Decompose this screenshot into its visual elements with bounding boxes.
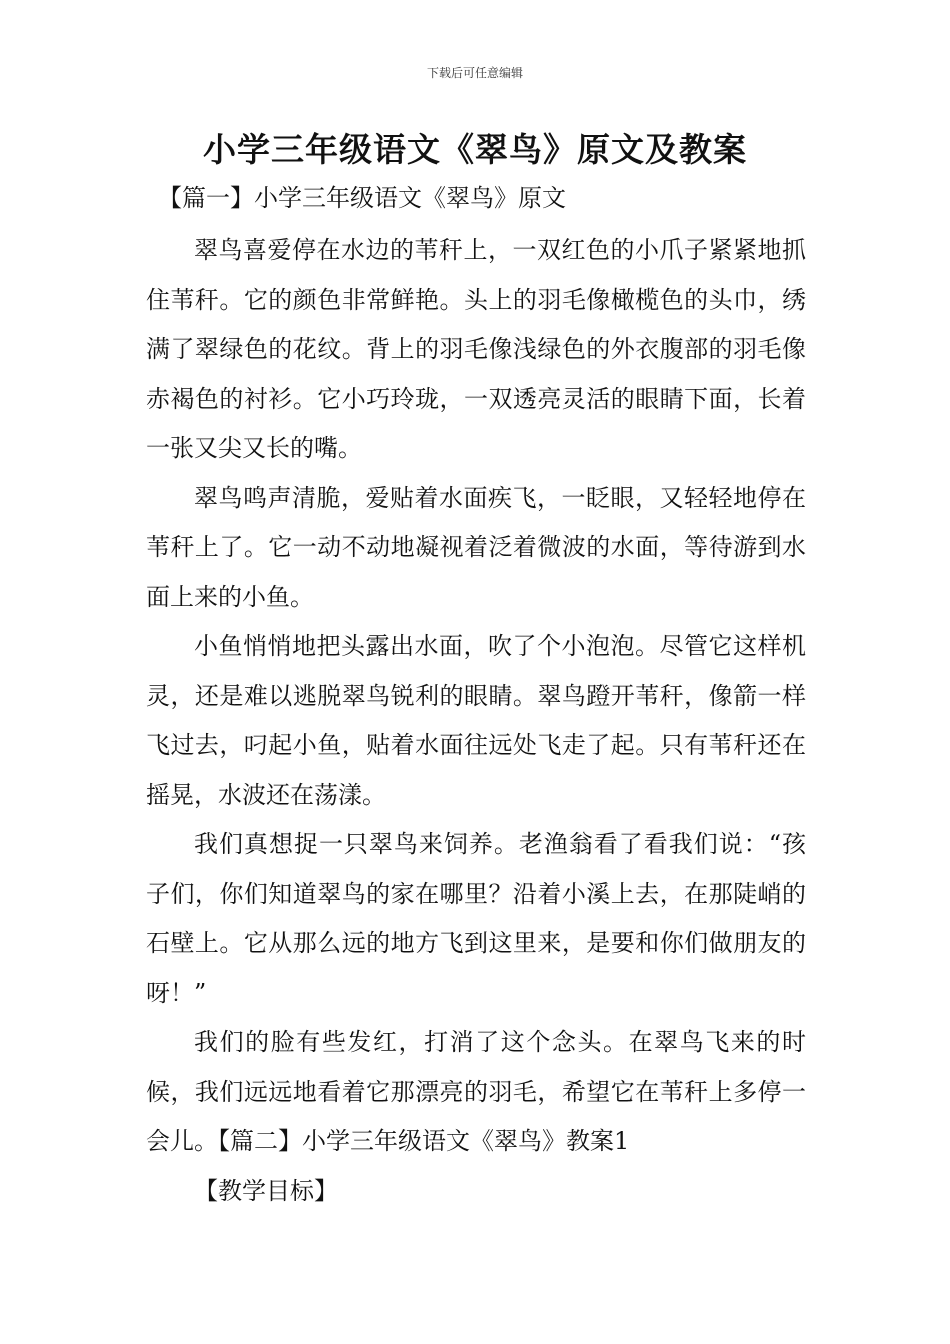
paragraph-1: 翠鸟喜爱停在水边的苇秆上，一双红色的小爪子紧紧地抓住苇秆。它的颜色非常鲜艳。头上的羽毛像橄榄色的头巾，绣满了翠绿色的花纹。背上的羽毛像浅绿色的外衣腹部的羽毛像赤褐色的衬衫。它小巧玲珑，一双透亮灵活的眼睛下面，长着一张又尖又长的嘴。 [146,236,806,462]
section-one-heading: 【篇一】小学三年级语文《翠鸟》原文 [158,184,566,212]
teaching-goal-heading: 【教学目标】 [194,1176,338,1205]
paragraph-5: 我们的脸有些发红，打消了这个念头。在翠鸟飞来的时候，我们远远地看着它那漂亮的羽毛，希望它在苇秆上多停一会儿。【篇二】小学三年级语文《翠鸟》教案1 [146,1028,806,1155]
paragraph-4: 我们真想捉一只翠鸟来饲养。老渔翁看了看我们说：“孩子们，你们知道翠鸟的家在哪里？沿着小溪上去，在那陡峭的石壁上。它从那么远的地方飞到这里来，是要和你们做朋友的呀！” [146,830,806,1007]
body-text [146,226,806,1216]
paragraph-3: 小鱼悄悄地把头露出水面，吹了个小泡泡。尽管它这样机灵，还是难以逃脱翠鸟锐利的眼睛。翠鸟蹬开苇秆，像箭一样飞过去，叼起小鱼，贴着水面往远处飞走了起。只有苇秆还在摇晃，水波还在荡漾。 [146,632,806,809]
header-note: 下载后可任意编辑 [426,66,523,80]
paragraph-2: 翠鸟鸣声清脆，爱贴着水面疾飞，一眨眼，又轻轻地停在苇秆上了。它一动不动地凝视着泛着微波的水面，等待游到水面上来的小鱼。 [146,483,806,611]
document-title: 小学三年级语文《翠鸟》原文及教案 [203,130,747,169]
